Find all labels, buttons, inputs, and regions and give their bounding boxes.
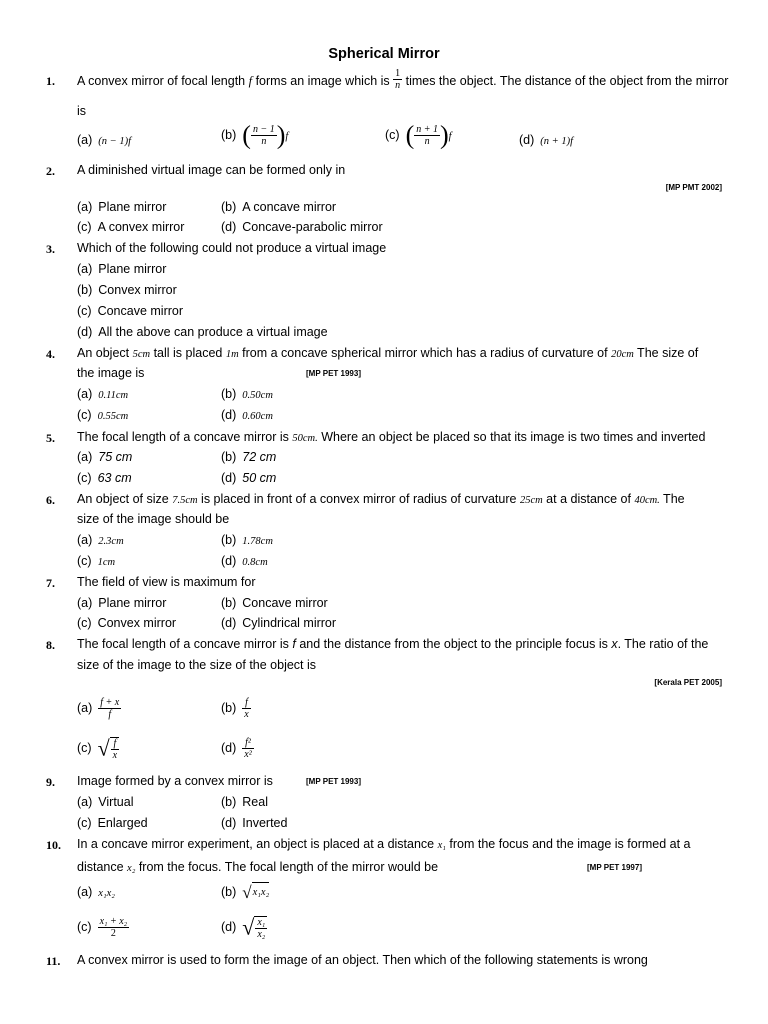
- document-page: Spherical Mirror 1. A convex mirror of focal length f forms an image which is $\frac{1}{n}$ times the object. The distance of the object from the mirror is (a) (n − 1)f (b) ( $\frac{n - 1}{n}$ )f (c) ( $\frac{n + 1}{n}$ )f (d) (n + 1)f 2. A diminished virtual image can be formed only in [MP PMT 2002] (a) Plane mirror (b) A concave mirror (c) A convex mirror (d) Concave-parabolic mirror 3. Which of the following could not produce a virtual image (a) Plane mirror (b) Convex mirror (c) Concave mirror (d) All the above can produce a virtual image 4. An object 5cm tall is placed 1m from a concave spherical mirror which has a radius of curvature of 20cm The size of the image is [MP PET 1993] (a) 0.11cm (b) 0.50cm (c) 0.55cm (d) 0.60cm 5. The focal length of a concave mirror is 50cm. Where an object be placed so that its image is two times and inverted (a) 75 cm (b) 72 cm (c) 63 cm (d) 50 cm 6. An object of size 7.5cm is placed in front of a convex mirror of radius of curvature 25cm at a distance of 40cm. The size of the image should be (a) 2.3cm (b) 1.78cm (c) 1cm (d) 0.8cm 7. The field of view is maximum for (a) Plane mirror (b) Concave mirror (c) Convex mirror (d) Cylindrical mirror 8. The focal length of a concave mirror is f and the distance from the object to the principle focus is x. The ratio of the size of the image to the size of the object is [Kerala PET 2005] (a) $\frac{f + x}{f}$ (b) $\frac{f}{x}$ (c) √ $\frac{f}{x}$ (d) $\frac{\text{f²}}{\text{x²}}$ 9. Image formed by a convex mirror is [MP PET 1993] (a) Virtual (b) Real (c) Enlarged (d) Inverted 10. In a concave mirror experiment, an object is placed at a distance x₁ from the focus and the image is formed at a distance x₂ from the focus. The focal length of the mirror would be [MP PET 1997] (a) x₁x₂ (b) √x₁x₂ (c) $\frac{\text{x₁ + x₂}}{2}$ (d) √ $\frac{\text{x₁}}{\text{x₂}}$ 11. A convex mirror is used to form the image of an object. Then which of the following statements is wrong: [0, 0, 768, 1024]
- source-tag: [MP PMT 2002]: [665, 183, 722, 192]
- option-a[interactable]: (a) Plane mirror: [77, 262, 167, 276]
- question-number: 1.: [46, 74, 55, 88]
- option-c[interactable]: (c) $\frac{\text{x₁ + x₂}}{2}$: [77, 916, 128, 939]
- source-tag: [MP PET 1997]: [587, 863, 642, 872]
- question-text: A convex mirror of focal length f forms an image which is $\frac{1}{n}$ times the object. The distance of the object from the mirror: [77, 68, 729, 91]
- option-c[interactable]: (c) Convex mirror: [77, 616, 177, 630]
- source-tag: [MP PET 1993]: [306, 777, 361, 786]
- option-b[interactable]: (b) ( $\frac{n - 1}{n}$ )f: [221, 120, 289, 150]
- option-d[interactable]: (d) Concave-parabolic mirror: [221, 220, 383, 234]
- option-d[interactable]: (d) $\frac{\text{f²}}{\text{x²}}$: [221, 737, 252, 760]
- option-b[interactable]: (b) 1.78cm: [221, 533, 273, 547]
- option-b[interactable]: (b) Concave mirror: [221, 596, 328, 610]
- option-d[interactable]: (d) (n + 1)f: [519, 133, 574, 147]
- option-a[interactable]: (a) (n − 1)f: [77, 133, 132, 147]
- option-d[interactable]: (d) 0.8cm: [221, 554, 268, 568]
- option-d[interactable]: (d) Inverted: [221, 816, 288, 830]
- option-d[interactable]: (d) All the above can produce a virtual image: [77, 325, 328, 339]
- option-c[interactable]: (c) √ $\frac{f}{x}$: [77, 735, 118, 761]
- option-c[interactable]: (c) Concave mirror: [77, 304, 184, 318]
- option-d[interactable]: (d) 0.60cm: [221, 408, 273, 422]
- option-b[interactable]: (b) Convex mirror: [77, 283, 177, 297]
- source-tag: [MP PET 1993]: [306, 369, 361, 378]
- option-b[interactable]: (b) Real: [221, 795, 268, 809]
- fraction-1-over-n: $\frac{1}{n}$: [395, 68, 401, 91]
- option-b[interactable]: (b) A concave mirror: [221, 200, 337, 214]
- option-a[interactable]: (a) Plane mirror: [77, 200, 167, 214]
- option-c[interactable]: (c) 63 cm: [77, 471, 132, 485]
- page-title: Spherical Mirror: [328, 46, 440, 62]
- option-c[interactable]: (c) A convex mirror: [77, 220, 185, 234]
- option-a[interactable]: (a) Plane mirror: [77, 596, 167, 610]
- option-b[interactable]: (b) $\frac{f}{x}$: [221, 697, 249, 720]
- option-d[interactable]: (d) Cylindrical mirror: [221, 616, 337, 630]
- option-a[interactable]: (a) 2.3cm: [77, 533, 124, 547]
- option-c[interactable]: (c) 1cm: [77, 554, 116, 568]
- option-c[interactable]: (c) Enlarged: [77, 816, 148, 830]
- option-a[interactable]: (a) x₁x₂: [77, 885, 115, 899]
- option-d[interactable]: (d) 50 cm: [221, 471, 277, 485]
- option-a[interactable]: (a) 0.11cm: [77, 387, 129, 401]
- option-a[interactable]: (a) $\frac{f + x}{f}$: [77, 697, 120, 720]
- option-b[interactable]: (b) 0.50cm: [221, 387, 273, 401]
- option-b[interactable]: (b) √x₁x₂: [221, 882, 269, 904]
- option-c[interactable]: (c) 0.55cm: [77, 408, 129, 422]
- option-a[interactable]: (a) 75 cm: [77, 450, 133, 464]
- option-b[interactable]: (b) 72 cm: [221, 450, 277, 464]
- option-c[interactable]: (c) ( $\frac{n + 1}{n}$ )f: [385, 120, 452, 150]
- source-tag: [Kerala PET 2005]: [654, 678, 722, 687]
- option-a[interactable]: (a) Virtual: [77, 795, 134, 809]
- option-d[interactable]: (d) √ $\frac{\text{x₁}}{\text{x₂}}$: [221, 914, 266, 940]
